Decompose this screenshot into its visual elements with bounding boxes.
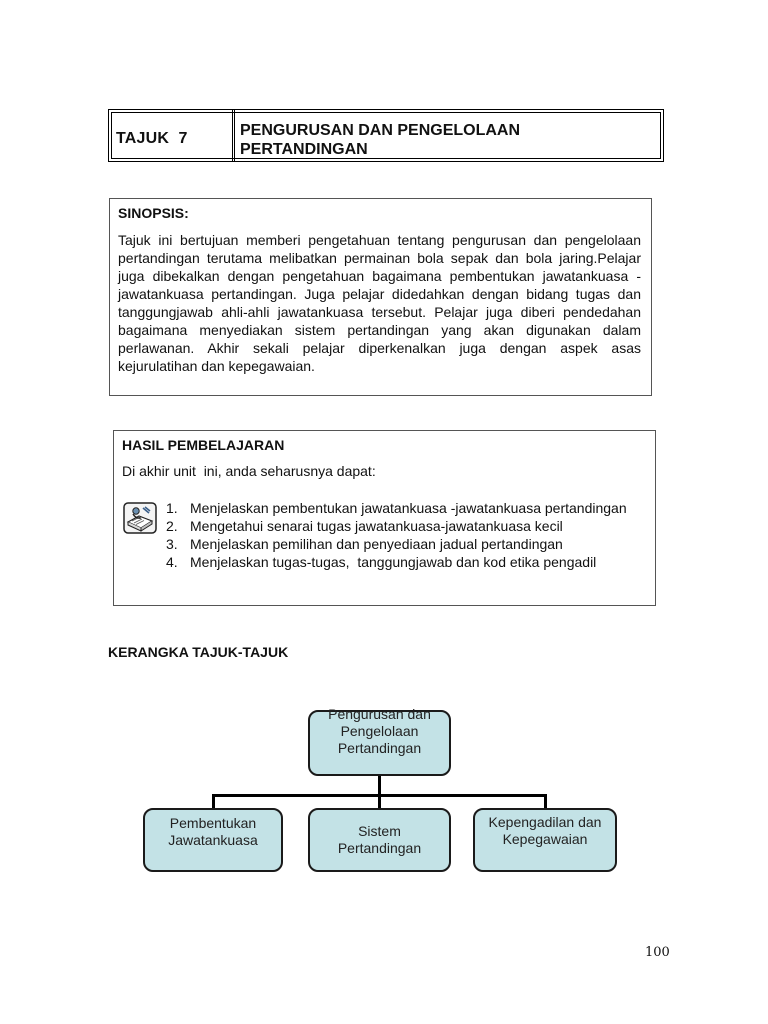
- list-item: [166, 517, 646, 535]
- topic-title-line1: PENGURUSAN DAN PENGELOLAAN: [240, 122, 521, 139]
- node-line1: Kepengadilan dan: [488, 814, 602, 830]
- framework-root-node: [308, 706, 451, 776]
- node-line1: Pembentukan: [169, 815, 257, 831]
- topic-header-divider: [232, 109, 235, 162]
- topic-title: [240, 121, 640, 159]
- connector-vertical-left: [212, 794, 215, 808]
- list-item-text: Menjelaskan pemilihan dan penyediaan jadual pertandingan: [190, 536, 563, 552]
- synopsis-text: Tajuk ini bertujuan memberi pengetahuan tentang pengurusan dan pengelolaan pertandingan terutama melibatkan permainan bola sepak dan bola jaring.Pelajar juga dibekalkan dengan pengetahuan bagaimana pembentukan jawatankuasa -jawatankuasa pertandingan. Juga pelajar didedahkan dengan bidang tugas dan tanggungjawab ahli-ahli jawatankuasa tersebut. Pelajar juga diberi pendedahan bagaimana menyediakan sistem pertandingan yang akan digunakan dalam perlawanan. Akhir sekali pelajar diperkenalkan juga dengan aspek asas kejurulatihan dan kepegawaian.: [118, 232, 641, 374]
- page-number: 100: [645, 945, 670, 960]
- list-item-number: 1.: [166, 500, 178, 516]
- framework-heading: KERANGKA TAJUK-TAJUK: [108, 644, 289, 660]
- topic-number: TAJUK 7: [116, 130, 188, 147]
- reading-book-icon: [123, 502, 157, 534]
- root-node-line3: Pertandingan: [337, 740, 422, 756]
- node-line1: Sistem: [358, 823, 401, 839]
- connector-vertical-root: [378, 776, 381, 796]
- framework-node-system: [308, 808, 451, 872]
- learning-outcomes-list: [166, 499, 646, 571]
- node-line2: Jawatankuasa: [168, 832, 258, 848]
- list-item-number: 2.: [166, 518, 178, 534]
- synopsis-heading: SINOPSIS:: [118, 205, 189, 221]
- root-node-line2: Pengelolaan: [340, 723, 419, 739]
- list-item-text: Menjelaskan tugas-tugas, tanggungjawab dan kod etika pengadil: [190, 554, 597, 570]
- list-item-number: 3.: [166, 536, 178, 552]
- list-item: [166, 553, 646, 571]
- connector-vertical-right: [544, 794, 547, 808]
- list-item-number: 4.: [166, 554, 178, 570]
- root-node-line1: Pengurusan dan: [328, 706, 431, 722]
- learning-outcomes-heading: HASIL PEMBELAJARAN: [122, 437, 285, 453]
- node-line2: Pertandingan: [337, 840, 422, 856]
- learning-outcomes-intro: Di akhir unit ini, anda seharusnya dapat:: [122, 463, 376, 479]
- node-line2: Kepegawaian: [502, 831, 588, 847]
- topic-title-line2: PERTANDINGAN: [240, 141, 368, 158]
- list-item: [166, 535, 646, 553]
- list-item-text: Menjelaskan pembentukan jawatankuasa -jawatankuasa pertandingan: [190, 500, 627, 516]
- list-item: [166, 499, 646, 517]
- list-item-text: Mengetahui senarai tugas jawatankuasa-jawatankuasa kecil: [190, 518, 563, 534]
- connector-vertical-middle: [378, 794, 381, 808]
- framework-node-committee: [143, 808, 283, 872]
- framework-node-officiating: [473, 808, 617, 872]
